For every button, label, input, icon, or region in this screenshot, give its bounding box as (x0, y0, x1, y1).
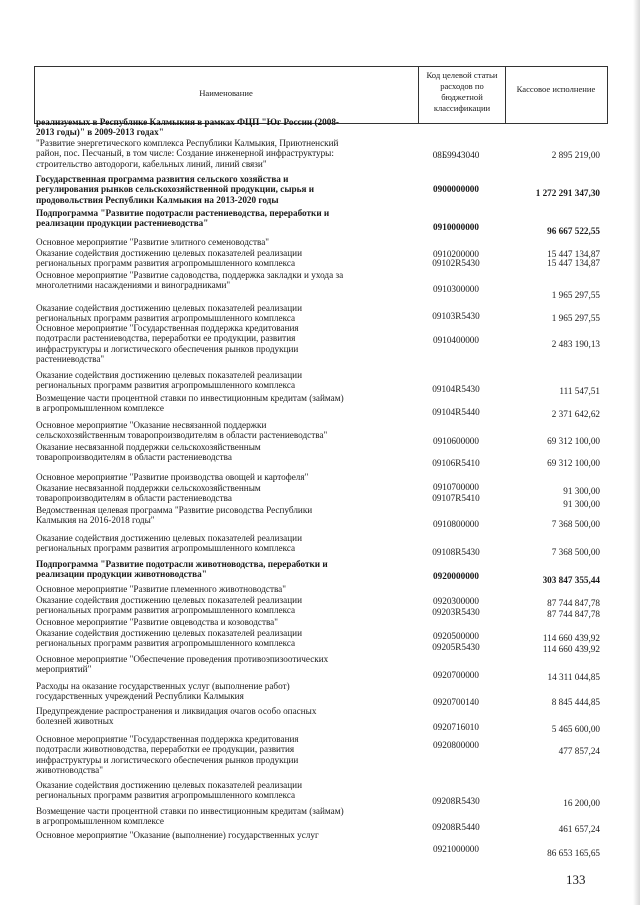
row-code: 0910800000 (433, 519, 479, 529)
row-amount: 14 311 044,85 (547, 672, 600, 682)
row-amount: 114 660 439,92 (542, 633, 600, 643)
row-code: 0910600000 (433, 436, 479, 446)
row-code: 09102R5430 (432, 258, 480, 268)
row-amount: 15 447 134,87 (547, 249, 600, 259)
row-name: Государственная программа развития сельского хозяйства и регулирования рынков сельскохозяйственной продукции, сырья и продовольствия Республики Калмыкия на 2013-2020 годы (36, 174, 315, 205)
row-name: Основное мероприятие "Развитие садоводства, поддержка закладки и ухода за многолетними насаждениями и виноградниками" (36, 270, 344, 291)
row-name: Основное мероприятие "Оказание несвязанной поддержки сельскохозяйственным товаропроизводителям в области растениеводства" (36, 420, 328, 441)
row-name: Оказание содействия достижению целевых показателей реализации региональных программ развития агропромышленного комплекса (36, 533, 303, 554)
row-code: 0910300000 (433, 284, 479, 294)
header-top-border (34, 66, 608, 67)
row-name: Основное мероприятие "Развитие производства овощей и картофеля" (36, 472, 309, 482)
row-amount: 91 300,00 (563, 486, 600, 496)
page-number: 133 (566, 872, 586, 887)
row-name: Предупреждение распространения и ликвидация очагов особо опасных болезней животных (36, 706, 317, 727)
row-name: Основное мероприятие "Обеспечение проведения противоэпизоотических мероприятий" (36, 654, 329, 675)
row-amount: 1 965 297,55 (551, 290, 600, 300)
row-amount: 7 368 500,00 (551, 519, 600, 529)
row-name: Возмещение части процентной ставки по инвестиционным кредитам (займам) в агропромышленном комплексе (36, 393, 344, 414)
row-name: Ведомственная целевая программа "Развитие рисоводства Республики Калмыкия на 2016-2018 годы" (36, 505, 313, 526)
row-name: Расходы на оказание государственных услуг (выполнение работ) государственных учреждений Республики Калмыкия (36, 681, 290, 702)
row-name: Подпрограмма "Развитие подотрасли растениеводства, переработки и реализации продукции растениеводства" (36, 208, 330, 229)
row-code: 0900000000 (433, 184, 479, 194)
row-name: Оказание содействия достижению целевых показателей реализации региональных программ развития агропромышленного комплекса (36, 628, 303, 649)
row-code: 0920800000 (433, 740, 479, 750)
row-code: 08Б9943040 (432, 150, 480, 160)
header-amount: Кассовое исполнение (516, 84, 596, 94)
row-amount: 15 447 134,87 (547, 258, 600, 268)
header-col-divider-2 (505, 66, 506, 123)
row-amount: 2 895 219,00 (551, 150, 600, 160)
row-name: Возмещение части процентной ставки по инвестиционным кредитам (займам) в агропромышленном комплексе (36, 806, 344, 827)
row-amount: 69 312 100,00 (547, 458, 600, 468)
row-code: 09108R5430 (432, 547, 480, 557)
row-amount: 5 465 600,00 (551, 724, 600, 734)
header-left-border (34, 66, 35, 123)
row-amount: 96 667 522,55 (547, 226, 600, 236)
row-name: Оказание содействия достижению целевых показателей реализации региональных программ развития агропромышленного комплекса (36, 780, 303, 801)
row-name: "Развитие энергетического комплекса Республики Калмыкия, Приютненский район, пос. Песчаный, в том числе: Создание инженерной инфраструктуры: строительство автодороги, кабельных линий, линий связи" (36, 138, 339, 169)
row-name: Оказание содействия достижению целевых показателей реализации региональных программ развития агропромышленного комплекса (36, 370, 303, 391)
row-code: 09203R5430 (432, 607, 480, 617)
row-amount: 111 547,51 (559, 386, 600, 396)
row-name: Оказание содействия достижению целевых показателей реализации региональных программ развития агропромышленного комплекса (36, 248, 303, 269)
row-amount: 114 660 439,92 (542, 644, 600, 654)
row-amount: 87 744 847,78 (547, 598, 600, 608)
row-name: Основное мероприятие "Оказание (выполнение) государственных услуг (36, 830, 319, 840)
row-name: Основное мероприятие "Развитие овцеводства и козоводства" (36, 617, 279, 627)
row-code: 0920000000 (433, 571, 479, 581)
row-name: Оказание содействия достижению целевых показателей реализации региональных программ развития агропромышленного комплекса (36, 595, 303, 616)
row-code: 09205R5430 (432, 642, 480, 652)
row-amount: 1 272 291 347,30 (535, 188, 600, 198)
row-code: 0920716010 (433, 722, 479, 732)
row-code: 0910000000 (433, 222, 479, 232)
row-code: 0910400000 (433, 335, 479, 345)
row-amount: 86 653 165,65 (547, 848, 600, 858)
row-code: 0920300000 (433, 596, 479, 606)
row-name: Подпрограмма "Развитие подотрасли животноводства, переработки и реализации продукции животноводства" (36, 559, 328, 580)
row-code: 0910200000 (433, 249, 479, 259)
row-code: 09208R5440 (432, 822, 480, 832)
row-amount: 461 657,24 (558, 824, 600, 834)
row-amount: 303 847 355,44 (542, 575, 600, 585)
header-right-border (607, 66, 608, 123)
row-name: реализуемых в Республике Калмыкия в рамках ФЦП "Юг России (2008- 2013 годы)" в 2009-2013 годах" (36, 117, 339, 138)
row-amount: 477 857,24 (558, 746, 600, 756)
row-amount: 16 200,00 (563, 798, 600, 808)
row-amount: 2 371 642,62 (551, 409, 600, 419)
row-code: 0920500000 (433, 631, 479, 641)
header-col-divider-1 (418, 66, 419, 123)
row-code: 09104R5440 (432, 407, 480, 417)
row-amount: 7 368 500,00 (551, 547, 600, 557)
row-name: Основное мероприятие "Государственная поддержка кредитования подотрасли животноводства, переработки ее продукции, развития инфраструктуры и логистического обеспечения рынков продукции животноводства" (36, 734, 299, 776)
row-amount: 1 965 297,55 (551, 313, 600, 323)
row-amount: 8 845 444,85 (551, 697, 600, 707)
row-code: 0920700000 (433, 670, 479, 680)
header-code: Код целевой статьи расходов по бюджетной классификации (426, 70, 498, 113)
row-name: Основное мероприятие "Развитие элитного семеноводства" (36, 237, 270, 247)
row-code: 09106R5410 (432, 458, 480, 468)
row-amount: 87 744 847,78 (547, 609, 600, 619)
row-name: Основное мероприятие "Развитие племенного животноводства" (36, 584, 287, 594)
row-amount: 69 312 100,00 (547, 436, 600, 446)
header-name: Наименование (199, 88, 253, 98)
row-code: 09104R5430 (432, 384, 480, 394)
row-code: 0920700140 (433, 697, 479, 707)
row-amount: 2 483 190,13 (551, 339, 600, 349)
row-amount: 91 300,00 (563, 499, 600, 509)
row-code: 0921000000 (433, 844, 479, 854)
row-name: Оказание содействия достижению целевых показателей реализации региональных программ развития агропромышленного комплекса (36, 303, 303, 324)
row-code: 09107R5410 (432, 493, 480, 503)
row-name: Оказание несвязанной поддержки сельскохозяйственным товаропроизводителям в области растениеводства (36, 483, 261, 504)
row-name: Основное мероприятие "Государственная поддержка кредитования подотрасли растениеводства, переработки ее продукции, развития инфраструктуры и логистического обеспечения рынков продукции растениеводства" (36, 323, 299, 365)
row-code: 09103R5430 (432, 311, 480, 321)
scan-edge-shadow (633, 0, 640, 905)
row-name: Оказание несвязанной поддержки сельскохозяйственным товаропроизводителям в области растениеводства (36, 442, 261, 463)
row-code: 09208R5430 (432, 796, 480, 806)
row-code: 0910700000 (433, 482, 479, 492)
